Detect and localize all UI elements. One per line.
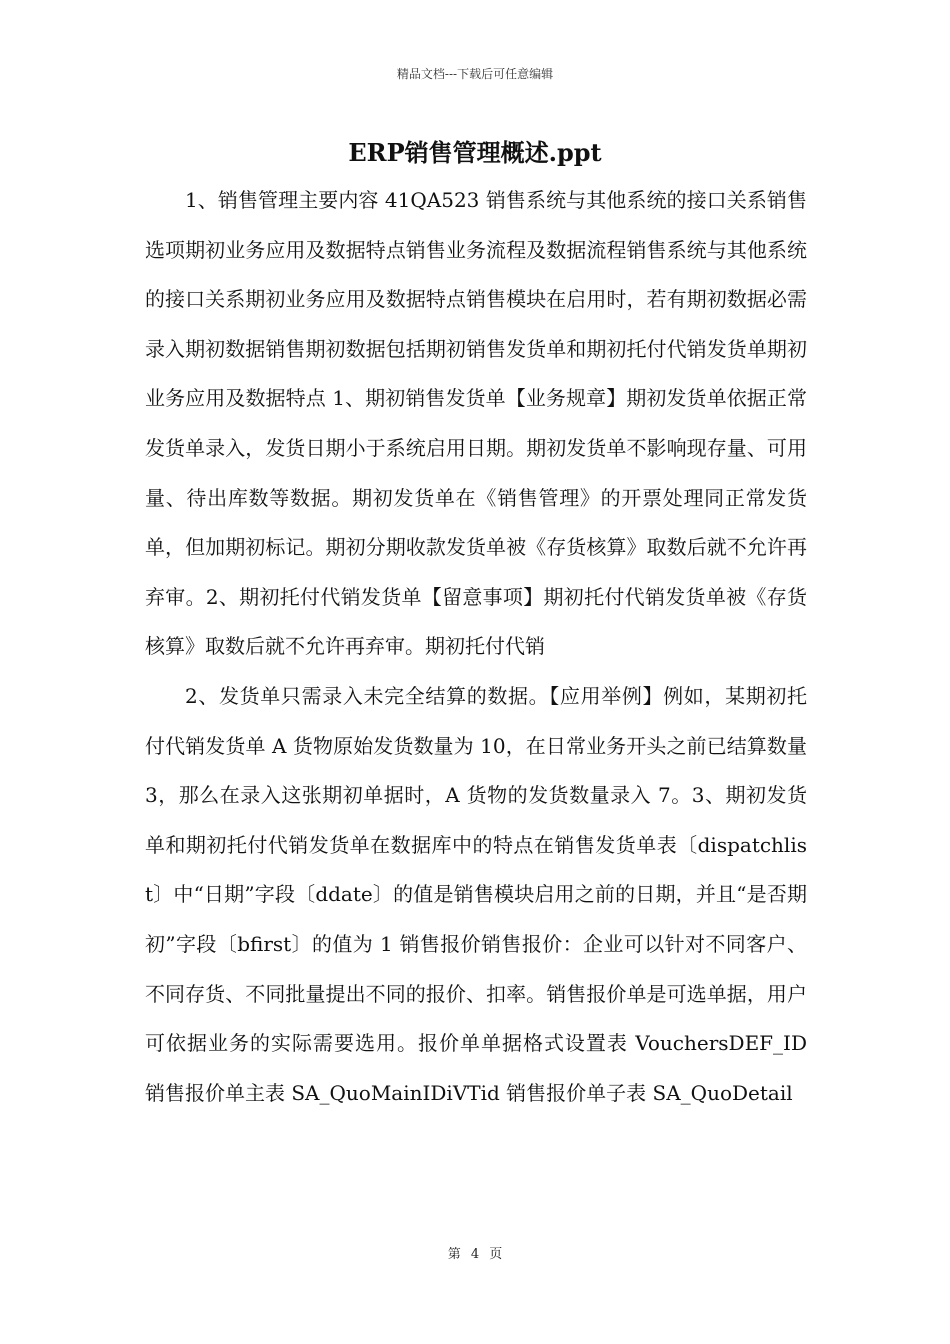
document-title: ERP销售管理概述.ppt xyxy=(348,138,602,167)
page-number: 4 xyxy=(470,1247,480,1262)
page-label-suffix: 页 xyxy=(489,1247,503,1262)
document-body xyxy=(145,176,807,1118)
page-header: 精品文档---下载后可任意编辑 xyxy=(396,67,554,81)
page-label-prefix: 第 xyxy=(447,1247,461,1262)
body-paragraph-1: 1、销售管理主要内容 41QA523 销售系统与其他系统的接口关系销售选项期初业务应用及数据特点销售业务流程及数据流程销售系统与其他系统的接口关系期初业务应用及数据特点销售模块在启用时，若有期初数据必需录入期初数据销售期初数据包括期初销售发货单和期初托付代销发货单期初业务应用及数据特点 1、期初销售发货单【业务规章】期初发货单依据正常发货单录入，发货日期小于系统启用日期。期初发货单不影响现存量、可用量、待出库数等数据。期初发货单在《销售管理》的开票处理同正常发货单，但加期初标记。期初分期收款发货单被《存货核算》取数后就不允许再弃审。2、期初托付代销发货单【留意事项】期初托付代销发货单被《存货核算》取数后就不允许再弃审。期初托付代销 xyxy=(145,188,807,659)
page-footer xyxy=(0,1246,950,1264)
body-paragraph-2: 2、发货单只需录入未完全结算的数据。【应用举例】例如，某期初托付代销发货单 A 货物原始发货数量为 10，在日常业务开头之前已结算数量 3，那么在录入这张期初单据时，A 货物的发货数量录入 7。3、期初发货单和期初托付代销发货单在数据库中的特点在销售发货单表〔dispatchlist〕中“日期”字段〔ddate〕的值是销售模块启用之前的日期，并且“是否期初”字段〔bfirst〕的值为 1 销售报价销售报价：企业可以针对不同客户、不同存货、不同批量提出不同的报价、扣率。销售报价单是可选单据，用户可依据业务的实际需要选用。报价单单据格式设置表 VouchersDEF_ID 销售报价单主表 SA_QuoMainIDiVTid 销售报价单子表 SA_QuoDetail xyxy=(145,683,807,1105)
